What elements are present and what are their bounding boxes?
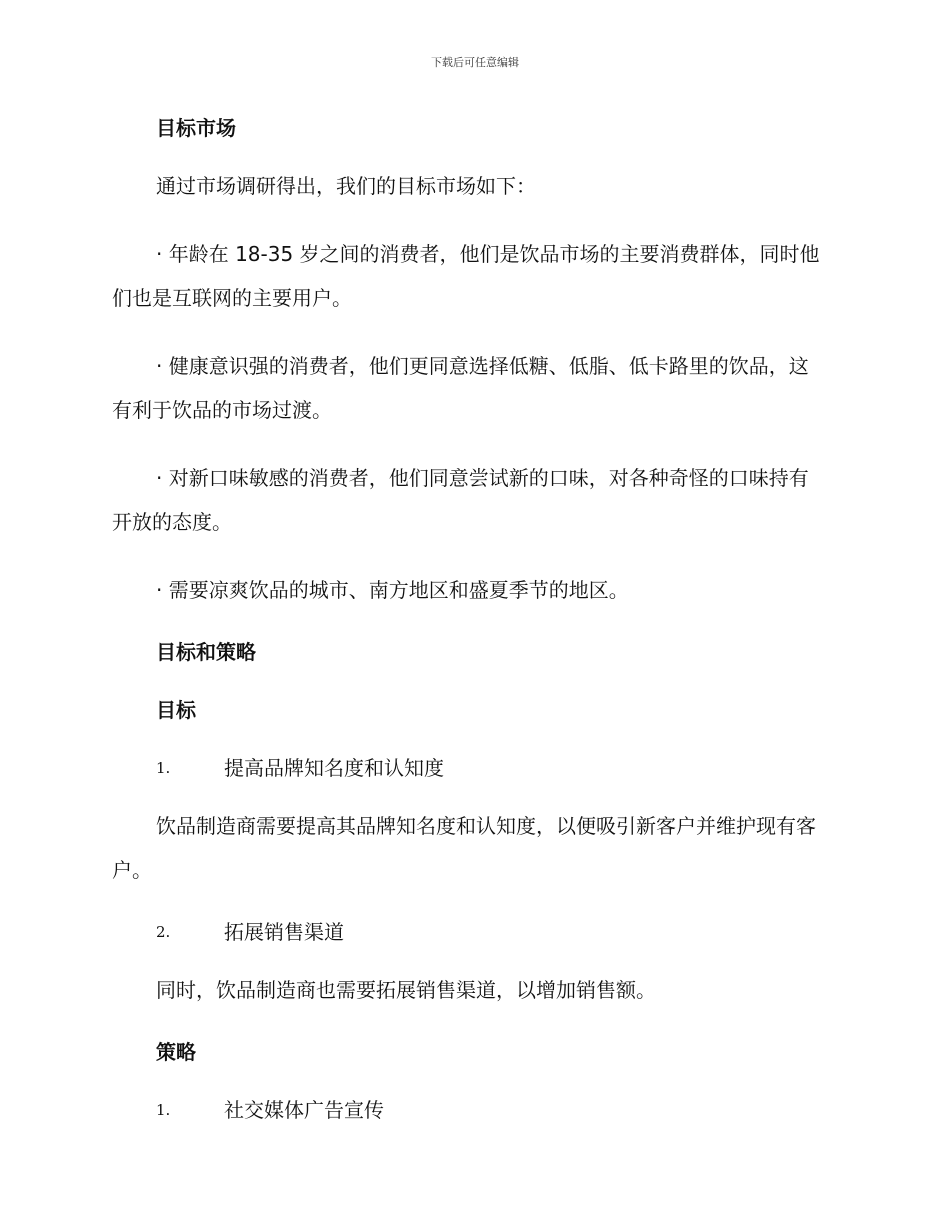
goal-description: 饮品制造商需要提高其品牌知名度和认知度，以便吸引新客户并维护现有客户。 xyxy=(112,814,816,882)
numbered-item-goal-1 xyxy=(112,752,828,784)
subheading-goals: 目标 xyxy=(156,698,196,722)
bullet-item: · 健康意识强的消费者，他们更同意选择低糖、低脂、低卡路里的饮品，这有利于饮品的市场过渡。 xyxy=(112,354,809,422)
item-title: 拓展销售渠道 xyxy=(224,920,344,944)
document-body xyxy=(112,112,828,1126)
item-title: 社交媒体广告宣传 xyxy=(224,1098,384,1122)
item-number: 1. xyxy=(156,759,171,777)
goal-description: 同时，饮品制造商也需要拓展销售渠道，以增加销售额。 xyxy=(156,978,656,1002)
numbered-item-goal-2 xyxy=(112,916,828,948)
section-heading-goals-strategy: 目标和策略 xyxy=(156,640,256,664)
item-title: 提高品牌知名度和认知度 xyxy=(224,756,444,780)
item-number: 1. xyxy=(156,1101,171,1119)
bullet-item: · 对新口味敏感的消费者，他们同意尝试新的口味，对各种奇怪的口味持有开放的态度。 xyxy=(112,466,809,534)
intro-paragraph: 通过市场调研得出，我们的目标市场如下： xyxy=(156,174,536,198)
subheading-strategy: 策略 xyxy=(156,1040,196,1064)
bullet-item: · 年龄在 18-35 岁之间的消费者，他们是饮品市场的主要消费群体，同时他们也是互联网的主要用户。 xyxy=(112,242,820,310)
section-heading-target-market: 目标市场 xyxy=(156,116,236,140)
page-header-note: 下载后可任意编辑 xyxy=(431,56,519,69)
bullet-item: · 需要凉爽饮品的城市、南方地区和盛夏季节的地区。 xyxy=(156,578,629,602)
item-number: 2. xyxy=(156,923,171,941)
numbered-item-strategy-1 xyxy=(112,1094,828,1126)
